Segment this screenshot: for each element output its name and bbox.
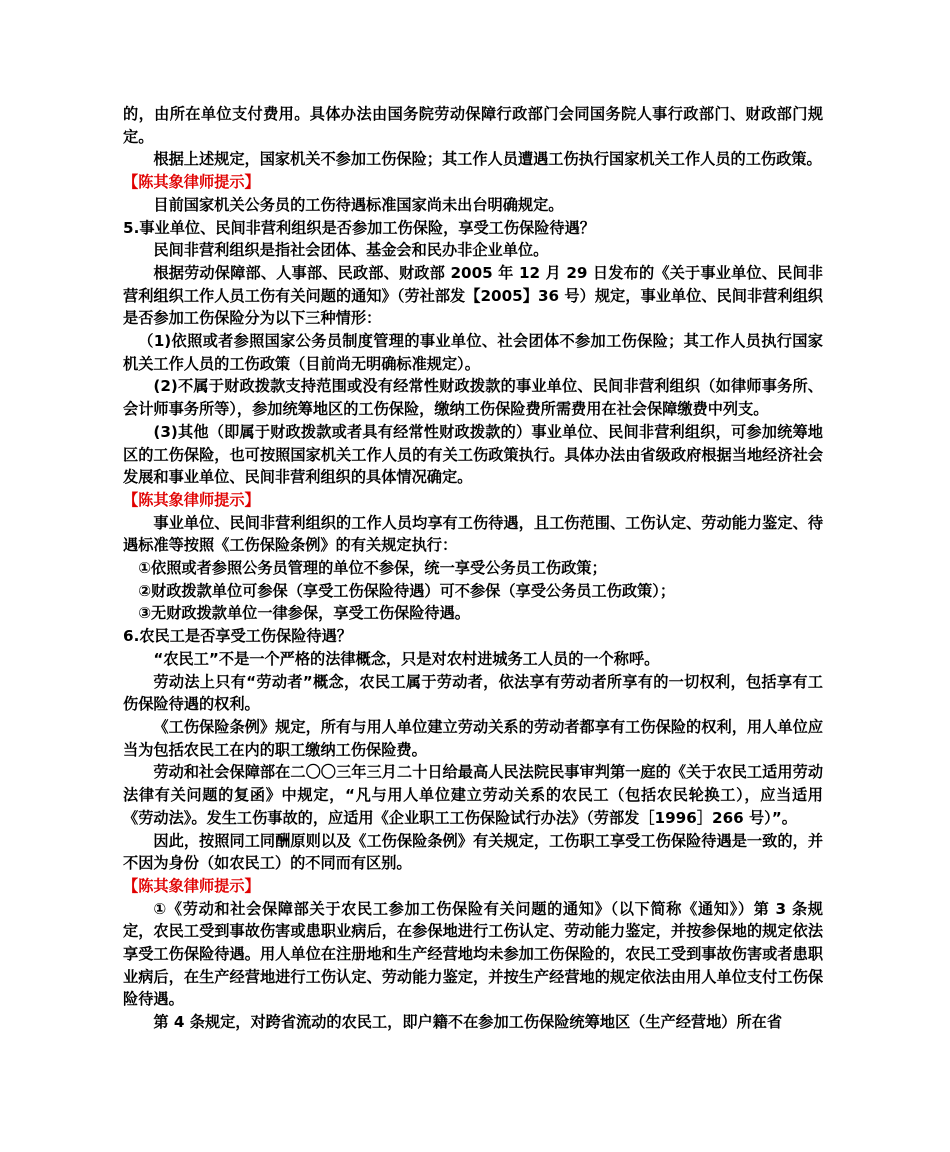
paragraph: 因此，按照同工同酬原则以及《工伤保险条例》有关规定，工伤职工享受工伤保险待遇是一致的，并不因为身份（如农民工）的不同而有区别。 <box>123 831 823 873</box>
list-item: ②财政拨款单位可参保（享受工伤保险待遇）可不参保（享受公务员工伤政策）； <box>138 581 676 600</box>
paragraph: 根据劳动保障部、人事部、民政部、财政部 2005 年 12 月 29 日发布的《关于事业单位、民间非营利组织工作人员工伤有关问题的通知》（劳社部发【2005】36 号）规定，事业单位、民间非营利组织是否参加工伤保险分为以下三种情形： <box>123 263 823 328</box>
paragraph: ①《劳动和社会保障部关于农民工参加工伤保险有关问题的通知》（以下简称《通知》）第 3 条规定，农民工受到事故伤害或患职业病后，在参保地进行工伤认定、劳动能力鉴定，并按参保地的规定依法享受工伤保险待遇。用人单位在注册地和生产经营地均未参加工伤保险的，农民工受到事故伤害或者患职业病后，在生产经营地进行工伤认定、劳动能力鉴定，并按生产经营地的规定依法由用人单位支付工伤保险待遇。 <box>123 899 823 1009</box>
paragraph: 民间非营利组织是指社会团体、基金会和民办非企业单位。 <box>153 241 549 260</box>
list-item: (3)其他（即属于财政拨款或者具有经常性财政拨款的）事业单位、民间非营利组织，可参加统筹地区的工伤保险，也可按照国家机关工作人员的有关工伤政策执行。具体办法由省级政府根据当地经济社会发展和事业单位、民间非营利组织的具体情况确定。 <box>123 422 823 487</box>
lawyer-tip-heading: 【陈其象律师提示】 <box>123 876 260 895</box>
paragraph: 事业单位、民间非营利组织的工作人员均享有工伤待遇，且工伤范围、工伤认定、劳动能力鉴定、待遇标准等按照《工伤保险条例》的有关规定执行： <box>123 513 823 555</box>
lawyer-tip-heading: 【陈其象律师提示】 <box>123 173 260 192</box>
paragraph: 根据上述规定，国家机关不参加工伤保险；其工作人员遭遇工伤执行国家机关工作人员的工伤政策。 <box>153 150 822 169</box>
list-item: (2)不属于财政拨款支持范围或没有经常性财政拨款的事业单位、民间非营利组织（如律师事务所、会计师事务所等），参加统筹地区的工伤保险，缴纳工伤保险费所需费用在社会保障缴费中列支。 <box>123 377 823 419</box>
list-item: （1)依照或者参照国家公务员制度管理的事业单位、社会团体不参加工伤保险；其工作人员执行国家机关工作人员的工伤政策（目前尚无明确标准规定）。 <box>123 332 823 373</box>
paragraph: 劳动和社会保障部在二〇〇三年三月二十日给最高人民法院民事审判第一庭的《关于农民工适用劳动法律有关问题的复函》中规定，“凡与用人单位建立劳动关系的农民工（包括农民轮换工），应当适用《劳动法》。发生工伤事故的，应适用《企业职工工伤保险试行办法》（劳部发［1996］266 号）”。 <box>123 763 823 827</box>
list-item: ③无财政拨款单位一律参保，享受工伤保险待遇。 <box>138 604 470 623</box>
lawyer-tip-heading: 【陈其象律师提示】 <box>123 490 260 509</box>
list-item: ①依照或者参照公务员管理的单位不参保，统一享受公务员工伤政策； <box>138 559 607 578</box>
paragraph: 第 4 条规定，对跨省流动的农民工，即户籍不在参加工伤保险统筹地区（生产经营地）所在省 <box>153 1013 783 1032</box>
section-heading: 5.事业单位、民间非营利组织是否参加工伤保险，享受工伤保险待遇？ <box>123 218 595 237</box>
paragraph: “农民工”不是一个严格的法律概念，只是对农村进城务工人员的一个称呼。 <box>153 649 660 668</box>
paragraph: 《工伤保险条例》规定，所有与用人单位建立劳动关系的劳动者都享有工伤保险的权利，用人单位应当为包括农民工在内的职工缴纳工伤保险费。 <box>123 717 823 759</box>
paragraph: 目前国家机关公务员的工伤待遇标准国家尚未出台明确规定。 <box>153 195 564 214</box>
paragraph: 劳动法上只有“劳动者”概念，农民工属于劳动者，依法享有劳动者所享有的一切权利，包括享有工伤保险待遇的权利。 <box>123 672 823 714</box>
section-heading: 6.农民工是否享受工伤保险待遇？ <box>123 627 352 646</box>
paragraph: 的，由所在单位支付费用。具体办法由国务院劳动保障行政部门会同国务院人事行政部门、财政部门规定。 <box>123 105 823 146</box>
document-page <box>123 103 823 1034</box>
